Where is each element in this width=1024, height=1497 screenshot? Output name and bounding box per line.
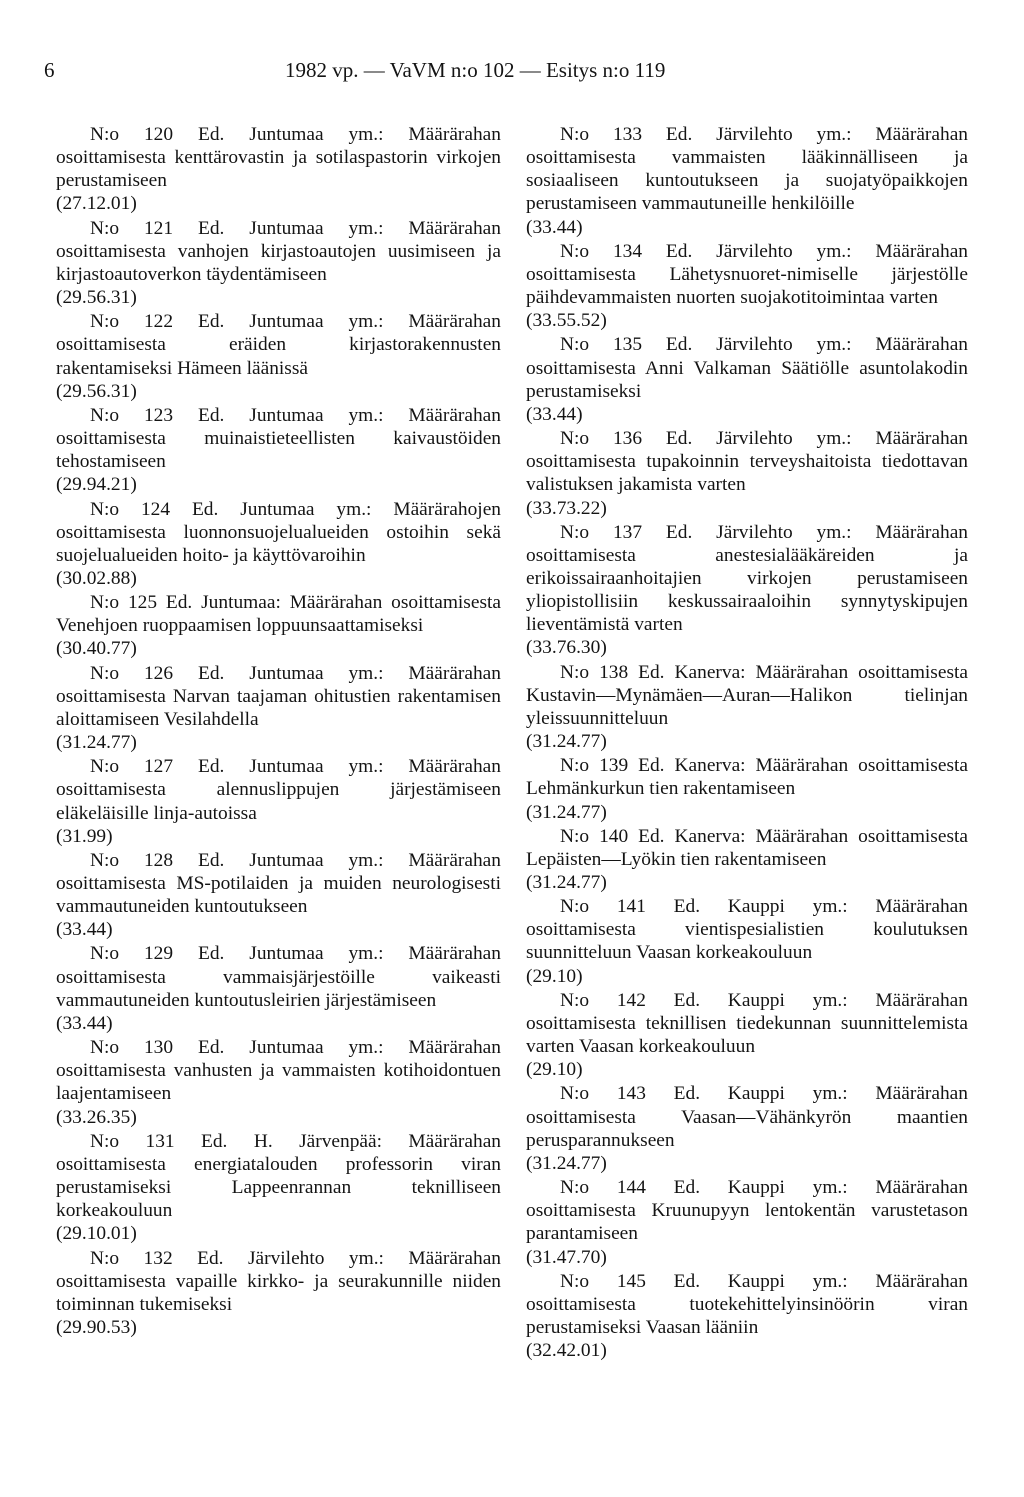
motion-text: N:o 135 Ed. Järvilehto ym.: Määrärahan osoittamisesta Anni Valkaman Säätiölle asuntolakodin perustamiseksi	[526, 334, 968, 402]
motion-text: N:o 138 Ed. Kanerva: Määrärahan osoittamisesta Kustavin—Mynämäen—Auran—Halikon tielinjan yleissuunnitteluun	[526, 661, 968, 729]
motion-entry	[526, 240, 968, 333]
budget-code: (30.02.88)	[56, 567, 137, 589]
motion-text: N:o 133 Ed. Järvilehto ym.: Määrärahan osoittamisesta vammaisten lääkinnälliseen ja sosiaaliseen kuntoutukseen ja suojatyöpaikkojen perustamiseen vammautuneille henkilöille	[526, 124, 968, 215]
budget-code: (29.56.31)	[56, 287, 137, 309]
motion-entry	[56, 123, 501, 216]
budget-code: (31.24.77)	[526, 731, 607, 753]
budget-code: (31.24.77)	[526, 1152, 607, 1174]
motion-entry	[526, 989, 968, 1082]
budget-code: (29.10.01)	[56, 1223, 137, 1245]
motion-entry	[526, 123, 968, 239]
budget-code: (33.44)	[526, 403, 583, 425]
motion-text: N:o 126 Ed. Juntumaa ym.: Määrärahan osoittamisesta Narvan taajaman ohitustien rakentamisen aloittamiseen Vesilahdella	[56, 662, 501, 730]
motion-text: N:o 120 Ed. Juntumaa ym.: Määrärahan osoittamisesta kenttärovastin ja sotilaspastorin virkojen perustamiseen	[56, 124, 501, 192]
budget-code: (33.55.52)	[526, 310, 607, 332]
motion-text: N:o 136 Ed. Järvilehto ym.: Määrärahan osoittamisesta tupakoinnin terveyshaitoista tiedottavan valistuksen jakamista varten	[526, 428, 968, 496]
motion-text: N:o 142 Ed. Kauppi ym.: Määrärahan osoittamisesta teknillisen tiedekunnan suunnittelemista varten Vaasan korkeakouluun	[526, 989, 968, 1058]
motion-entry	[526, 895, 968, 988]
motion-entry	[56, 217, 501, 310]
left-column	[56, 123, 501, 1340]
motion-text: N:o 145 Ed. Kauppi ym.: Määrärahan osoittamisesta tuotekehittelyinsinöörin viran perustamiseksi Vaasan lääniin	[526, 1270, 968, 1338]
budget-code: (31.99)	[56, 825, 113, 847]
motion-entry	[526, 754, 968, 823]
budget-code: (33.44)	[526, 216, 583, 238]
motion-text: N:o 134 Ed. Järvilehto ym.: Määrärahan osoittamisesta Lähetysnuoret-nimiselle järjestölle päihdevammaisten nuorten suojakotitoimintaa varten	[526, 240, 968, 309]
motion-text: N:o 144 Ed. Kauppi ym.: Määrärahan osoittamisesta Kruunupyyn lentokentän varustetason parantamiseen	[526, 1177, 968, 1245]
motion-text: N:o 140 Ed. Kanerva: Määrärahan osoittamisesta Lepäisten—Lyökin tien rakentamiseen	[526, 825, 968, 870]
budget-code: (29.56.31)	[56, 380, 137, 402]
budget-code: (29.10)	[526, 1059, 583, 1081]
motion-text: N:o 130 Ed. Juntumaa ym.: Määrärahan osoittamisesta vanhusten ja vammaisten kotihoidontuen laajentamiseen	[56, 1037, 501, 1105]
motion-entry	[526, 333, 968, 426]
motion-text: N:o 131 Ed. H. Järvenpää: Määrärahan osoittamisesta energiatalouden professorin viran perustamiseksi Lappeenrannan teknilliseen korkeakouluun	[56, 1130, 501, 1222]
motion-entry	[56, 404, 501, 497]
motion-entry	[56, 310, 501, 403]
motion-entry	[526, 661, 968, 754]
budget-code: (31.24.77)	[526, 801, 607, 823]
budget-code: (29.10)	[526, 965, 583, 987]
motion-text: N:o 123 Ed. Juntumaa ym.: Määrärahan osoittamisesta muinaistieteellisten kaivaustöiden tehostamiseen	[56, 404, 501, 473]
budget-code: (33.44)	[56, 919, 113, 941]
budget-code: (29.90.53)	[56, 1316, 137, 1338]
budget-code: (30.40.77)	[56, 638, 137, 660]
motion-entry	[526, 1082, 968, 1175]
motion-text: N:o 121 Ed. Juntumaa ym.: Määrärahan osoittamisesta vanhojen kirjastoautojen uusimiseen ja kirjastoautoverkon täydentämiseen	[56, 217, 501, 285]
budget-code: (31.47.70)	[526, 1246, 607, 1268]
motion-entry	[526, 825, 968, 894]
motion-text: N:o 141 Ed. Kauppi ym.: Määrärahan osoittamisesta vientispesialistien koulutuksen suunnitteluun Vaasan korkeakouluun	[526, 896, 968, 964]
motion-text: N:o 143 Ed. Kauppi ym.: Määrärahan osoittamisesta Vaasan—Vähänkyrön maantien perusparannukseen	[526, 1083, 968, 1151]
motion-entry	[56, 942, 501, 1035]
motion-entry	[56, 498, 501, 591]
motion-text: N:o 122 Ed. Juntumaa ym.: Määrärahan osoittamisesta eräiden kirjastorakennusten rakentamiseksi Hämeen läänissä	[56, 311, 501, 379]
motion-entry	[56, 662, 501, 755]
motion-entry	[526, 427, 968, 520]
motion-text: N:o 128 Ed. Juntumaa ym.: Määrärahan osoittamisesta MS-potilaiden ja muiden neurologisesti vammautuneiden kuntoutukseen	[56, 849, 501, 918]
budget-code: (33.73.22)	[526, 497, 607, 519]
motion-text: N:o 125 Ed. Juntumaa: Määrärahan osoittamisesta Venehjoen ruoppaamisen loppuunsaattamiseksi	[56, 592, 501, 637]
budget-code: (32.42.01)	[526, 1340, 607, 1362]
budget-code: (33.26.35)	[56, 1106, 137, 1128]
budget-code: (31.24.77)	[526, 872, 607, 893]
motion-entry	[56, 1130, 501, 1246]
motion-entry	[56, 1247, 501, 1340]
motion-entry	[56, 591, 501, 660]
motion-text: N:o 127 Ed. Juntumaa ym.: Määrärahan osoittamisesta alennuslippujen järjestämiseen eläkeläisille linja-autoissa	[56, 756, 501, 824]
budget-code: (29.94.21)	[56, 474, 137, 496]
motion-entry	[526, 1270, 968, 1363]
motion-text: N:o 124 Ed. Juntumaa ym.: Määrärahojen osoittamisesta luonnonsuojelualueiden ostoihin sekä suojelualueiden hoito- ja käyttövaroihin	[56, 498, 501, 566]
motion-entry	[56, 755, 501, 848]
motion-entry	[526, 521, 968, 660]
right-column	[526, 123, 968, 1363]
motion-entry	[56, 1036, 501, 1129]
motion-text: N:o 129 Ed. Juntumaa ym.: Määrärahan osoittamisesta vammaisjärjestöille vaikeasti vammautuneiden kuntoutusleirien järjestämiseen	[56, 943, 501, 1011]
motion-text: N:o 132 Ed. Järvilehto ym.: Määrärahan osoittamisesta vapaille kirkko- ja seurakunnille niiden toiminnan tukemiseksi	[56, 1247, 501, 1315]
budget-code: (31.24.77)	[56, 732, 137, 754]
budget-code: (27.12.01)	[56, 193, 137, 215]
page-number: 6	[44, 58, 55, 82]
motion-text: N:o 137 Ed. Järvilehto ym.: Määrärahan osoittamisesta anestesialääkäreiden ja erikoissairaanhoitajien virkojen perustamiseen yliopistollisiin keskussairaaloihin synnytyskipujen lieventämistä varten	[526, 521, 968, 636]
budget-code: (33.76.30)	[526, 637, 607, 659]
motion-entry	[526, 1176, 968, 1269]
budget-code: (33.44)	[56, 1012, 113, 1034]
motion-text: N:o 139 Ed. Kanerva: Määrärahan osoittamisesta Lehmänkurkun tien rakentamiseen	[526, 755, 968, 800]
motion-entry	[56, 849, 501, 942]
running-header: 1982 vp. — VaVM n:o 102 — Esitys n:o 119	[285, 58, 666, 82]
